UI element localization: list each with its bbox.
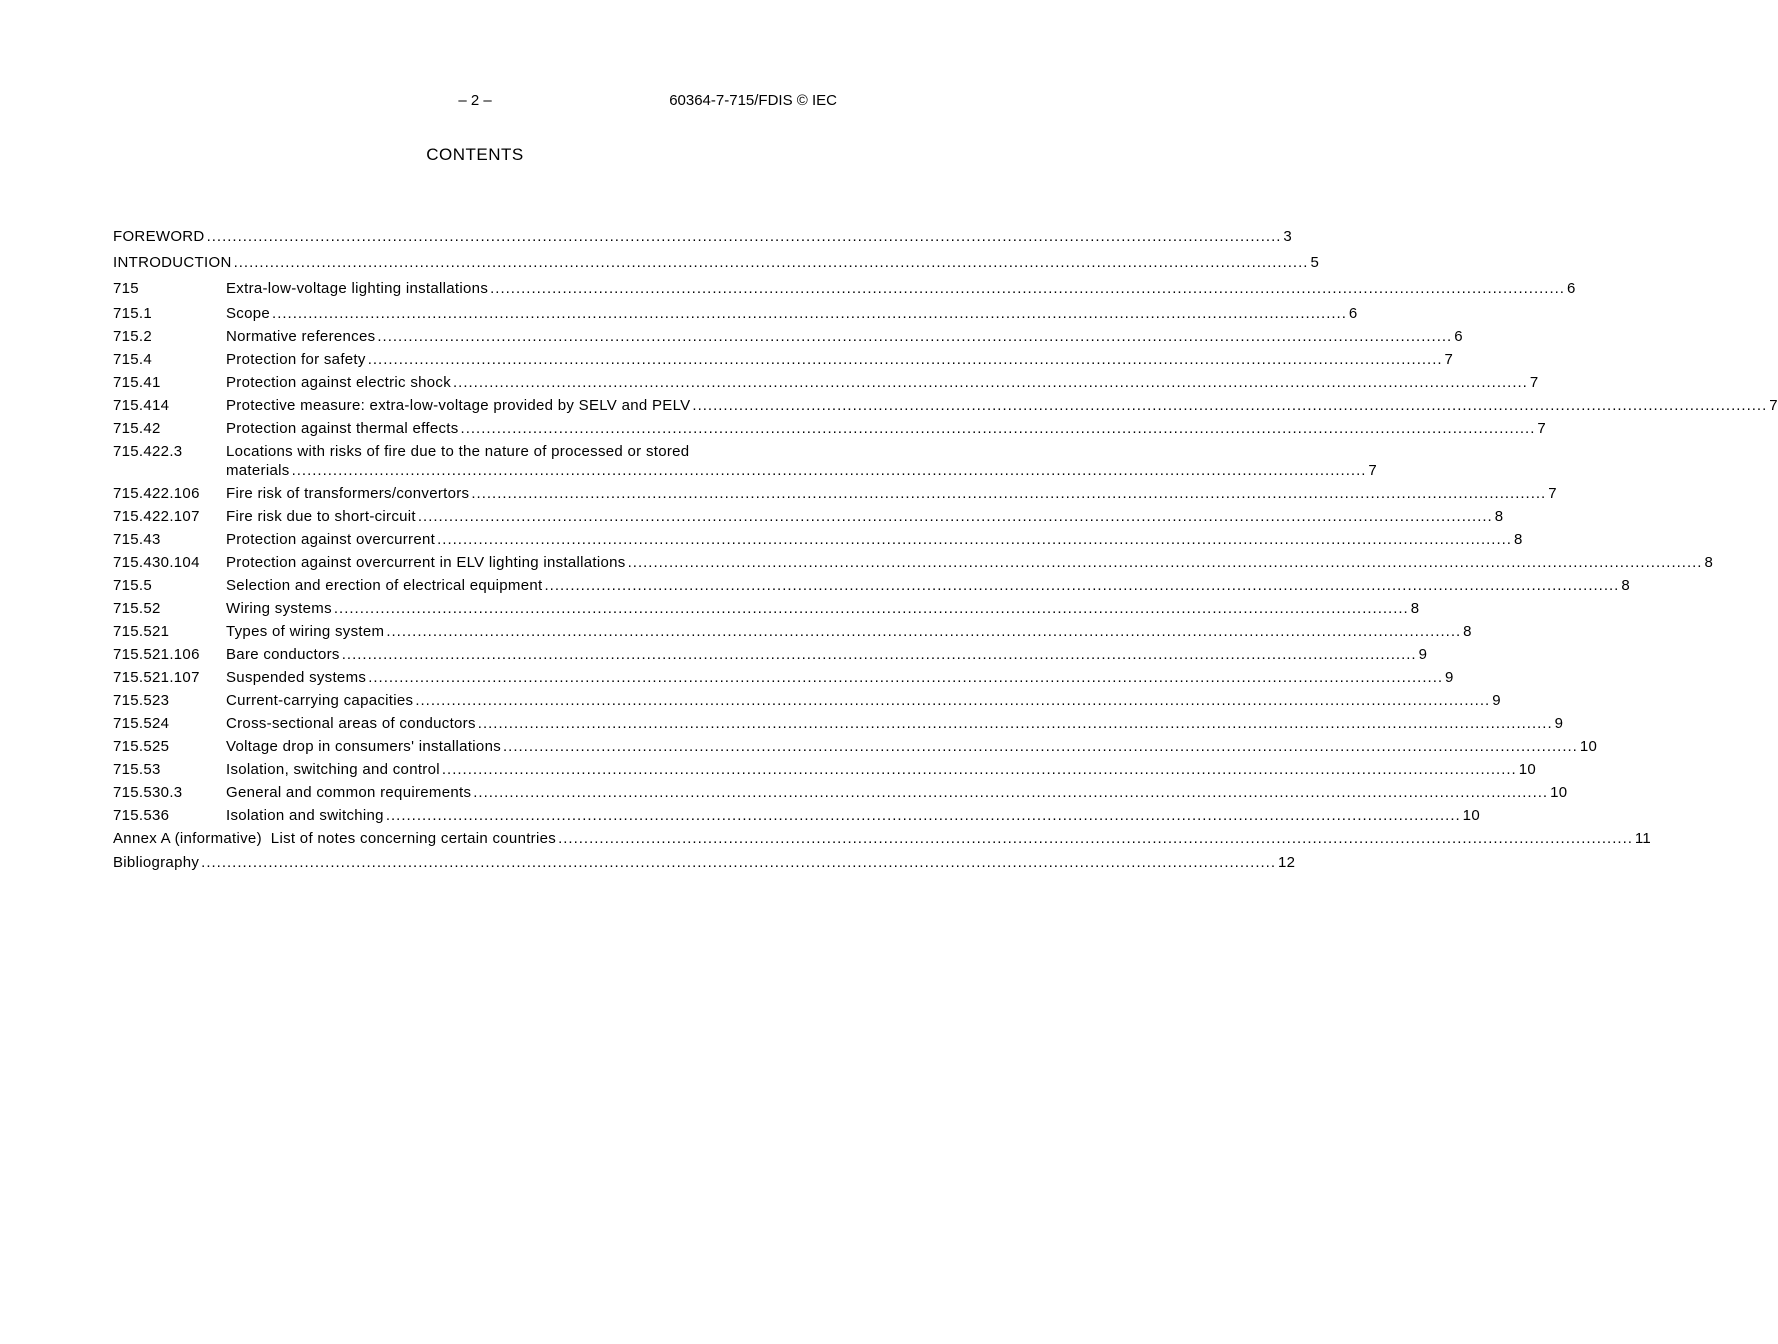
toc-entry[interactable] [113, 574, 1630, 597]
toc-entry-introduction[interactable] [113, 250, 1320, 276]
toc-entry-page: 9 [1445, 669, 1454, 686]
toc-entry-page: 8 [1463, 623, 1472, 640]
toc-entry-number: 715.536 [113, 807, 170, 824]
toc-entry[interactable] [113, 758, 1537, 781]
toc-entry-label: Scope [226, 305, 271, 322]
toc-entry-number: 715.521.106 [113, 646, 200, 663]
toc-entry-label: FOREWORD [113, 228, 205, 245]
toc-entry-label: Normative references [226, 328, 376, 345]
toc-entry[interactable] [113, 302, 1358, 325]
dot-leader [544, 574, 1619, 597]
toc-entry-number: 715.41 [113, 374, 161, 391]
dot-leader [558, 827, 1633, 850]
dot-leader [442, 758, 1517, 781]
toc-entry[interactable] [113, 528, 1523, 551]
toc-entry-page: 6 [1454, 328, 1463, 345]
toc-entry-label: Annex A (informative) List of notes concerning certain countries [113, 830, 557, 847]
dot-leader [377, 325, 1452, 348]
dot-leader [342, 643, 1417, 666]
toc-entry-label: INTRODUCTION [113, 254, 232, 271]
dot-leader [418, 505, 1493, 528]
toc-entry-page: 7 [1548, 485, 1557, 502]
toc-entry-annex[interactable] [113, 827, 1652, 850]
toc-entry-number: 715.414 [113, 397, 170, 414]
toc-entry-page: 8 [1410, 600, 1420, 617]
dot-leader [490, 276, 1565, 302]
dot-leader [234, 250, 1309, 276]
toc-entry-page: 7 [1444, 351, 1454, 368]
toc-entry[interactable] [113, 348, 1454, 371]
toc-entry[interactable] [113, 394, 1778, 417]
toc-entry-number: 715.525 [113, 738, 170, 755]
toc-entry-number: 715.2 [113, 328, 153, 345]
toc-entry-page: 7 [1769, 397, 1778, 414]
toc-entry[interactable] [113, 482, 1557, 505]
toc-entry-page: 6 [1348, 305, 1358, 322]
table-of-contents [113, 224, 1778, 876]
toc-entry[interactable] [113, 417, 1547, 440]
toc-entry[interactable] [113, 643, 1428, 666]
toc-entry-label: Extra-low-voltage lighting installations [226, 280, 489, 297]
dot-leader [453, 371, 1528, 394]
dot-leader [415, 689, 1490, 712]
toc-entry-page: 9 [1492, 692, 1501, 709]
toc-entry[interactable] [113, 505, 1504, 528]
dot-leader [503, 735, 1578, 758]
dot-leader [386, 804, 1461, 827]
dot-leader [386, 620, 1461, 643]
page-number: – 2 – [458, 92, 492, 109]
toc-entry-page: 12 [1278, 854, 1296, 871]
page-title: CONTENTS [426, 145, 524, 164]
toc-entry-number: 715.430.104 [113, 554, 200, 571]
toc-entry-label: Wiring systems [226, 600, 332, 617]
toc-entry-page: 7 [1368, 462, 1378, 479]
toc-entry-number: 715.521.107 [113, 669, 200, 686]
toc-entry-label: Isolation and switching [226, 807, 384, 824]
dot-leader [292, 461, 1367, 480]
toc-entry[interactable] [113, 666, 1454, 689]
toc-entry[interactable] [113, 276, 1576, 302]
toc-entry-page: 6 [1566, 280, 1576, 297]
toc-entry-page: 9 [1554, 715, 1564, 732]
dot-leader [461, 417, 1536, 440]
toc-entry-number: 715.422.3 [113, 443, 183, 460]
toc-entry-page: 9 [1418, 646, 1428, 663]
toc-entry-number: 715.422.106 [113, 485, 200, 502]
toc-entry-page: 10 [1550, 784, 1568, 801]
toc-entry-number: 715.4 [113, 351, 153, 368]
toc-entry-label: Bibliography [113, 854, 200, 871]
toc-entry[interactable] [113, 735, 1598, 758]
toc-entry-number: 715.530.3 [113, 784, 183, 801]
toc-entry-page: 7 [1537, 420, 1547, 437]
dot-leader [201, 850, 1276, 876]
toc-entry-page: 10 [1518, 761, 1537, 778]
toc-entry-number: 715 [113, 280, 139, 297]
toc-entry-label: Cross-sectional areas of conductors [226, 715, 476, 732]
toc-entry-label: Protection against thermal effects [226, 420, 459, 437]
toc-entry-number: 715.422.107 [113, 508, 200, 525]
toc-entry-label: Protection for safety [226, 351, 366, 368]
toc-entry-page: 5 [1310, 254, 1320, 271]
dot-leader [272, 302, 1347, 325]
document-id: 60364-7-715/FDIS © IEC [669, 92, 837, 109]
toc-entry-number: 715.523 [113, 692, 170, 709]
toc-entry-label: Isolation, switching and control [226, 761, 440, 778]
toc-entry-bibliography[interactable] [113, 850, 1296, 876]
toc-entry-page: 8 [1513, 531, 1523, 548]
toc-entry-foreword[interactable] [113, 224, 1293, 250]
toc-entry-page: 3 [1283, 228, 1293, 245]
toc-entry-label: Bare conductors [226, 646, 340, 663]
toc-entry-label: Protection against electric shock [226, 374, 452, 391]
dot-leader [437, 528, 1512, 551]
dot-leader [334, 597, 1409, 620]
dot-leader [478, 712, 1553, 735]
toc-entry-label: General and common requirements [226, 784, 472, 801]
toc-entry-page: 10 [1579, 738, 1598, 755]
dot-leader [628, 551, 1703, 574]
toc-entry-number: 715.52 [113, 600, 161, 617]
toc-entry-label: Voltage drop in consumers' installations [226, 738, 502, 755]
toc-entry[interactable] [113, 620, 1472, 643]
toc-entry-number: 715.53 [113, 761, 161, 778]
toc-entry-page: 10 [1462, 807, 1480, 824]
dot-leader [692, 394, 1767, 417]
toc-entry[interactable] [113, 804, 1480, 827]
toc-entry[interactable] [113, 689, 1501, 712]
toc-entry-page: 8 [1621, 577, 1630, 594]
toc-entry[interactable] [113, 325, 1463, 348]
toc-entry-page: 8 [1494, 508, 1504, 525]
toc-entry[interactable] [113, 781, 1568, 804]
toc-entry[interactable] [113, 551, 1714, 574]
toc-entry-label: Selection and erection of electrical equipment [226, 577, 543, 594]
toc-entry-number: 715.524 [113, 715, 170, 732]
toc-entry-number: 715.42 [113, 420, 161, 437]
toc-entry[interactable] [113, 597, 1420, 620]
toc-entry-label: Current-carrying capacities [226, 692, 414, 709]
toc-entry-page: 11 [1634, 830, 1652, 847]
toc-entry-number: 715.1 [113, 305, 153, 322]
toc-entry-page: 8 [1704, 554, 1714, 571]
toc-entry[interactable] [113, 371, 1539, 394]
toc-entry-number: 715.5 [113, 577, 153, 594]
toc-entry-page: 7 [1529, 374, 1539, 391]
dot-leader [207, 224, 1282, 250]
toc-entry[interactable] [113, 712, 1564, 735]
toc-entry-label: Types of wiring system [226, 623, 385, 640]
dot-leader [471, 482, 1546, 505]
toc-entry-label: Protection against overcurrent [226, 531, 436, 548]
dot-leader [368, 666, 1443, 689]
dot-leader [473, 781, 1548, 804]
toc-entry-number: 715.521 [113, 623, 170, 640]
toc-entry-label: Locations with risks of fire due to the nature of processed or stored [226, 443, 690, 460]
dot-leader [368, 348, 1443, 371]
toc-entry-label: Protection against overcurrent in ELV lighting installations [226, 554, 626, 571]
toc-entry-label-continuation: materials [226, 462, 290, 479]
toc-entry-label: Fire risk due to short-circuit [226, 508, 416, 525]
toc-entry-label: Fire risk of transformers/convertors [226, 485, 470, 502]
toc-entry-number: 715.43 [113, 531, 161, 548]
toc-entry-label: Protective measure: extra-low-voltage provided by SELV and PELV [226, 397, 691, 414]
toc-entry[interactable] [113, 440, 1378, 482]
toc-entry-label: Suspended systems [226, 669, 367, 686]
